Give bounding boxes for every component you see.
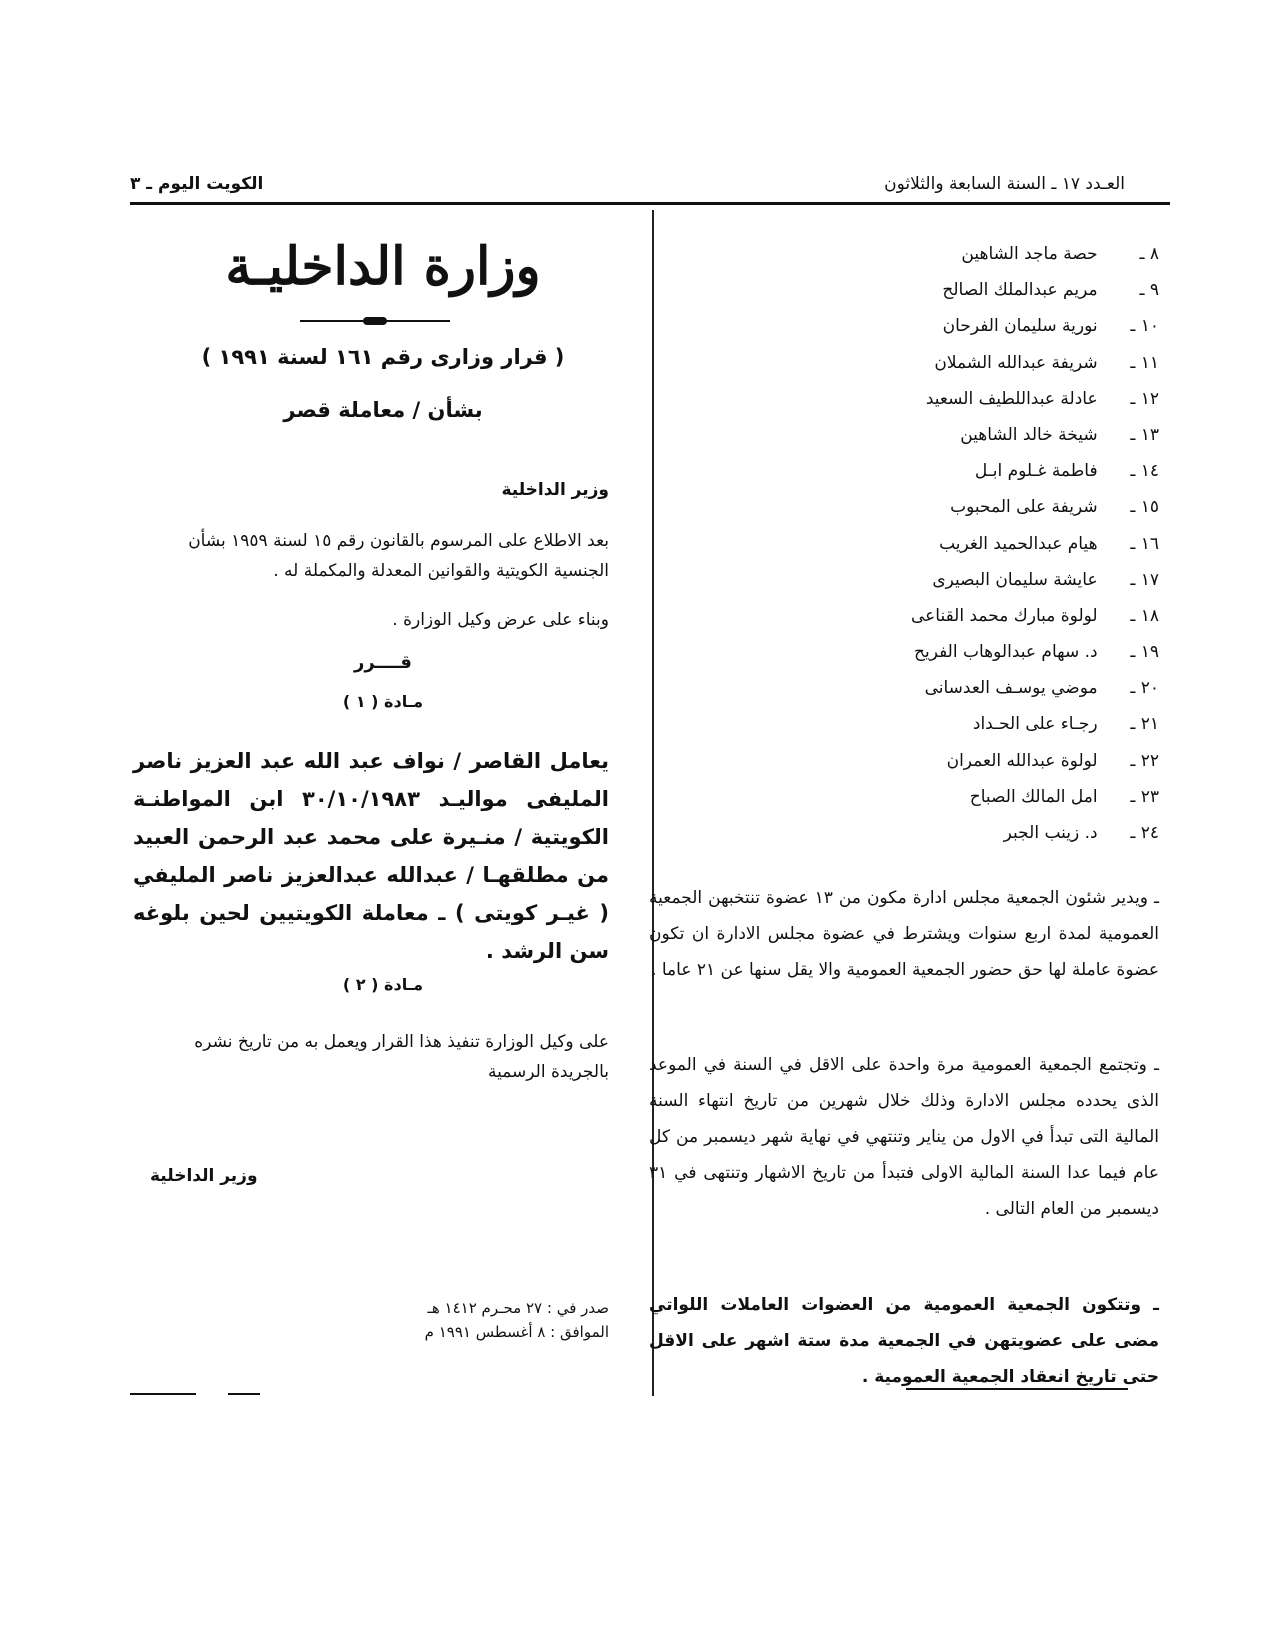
list-item-number: ٢٤ ـ <box>1130 823 1159 843</box>
list-item <box>739 706 1159 742</box>
list-item <box>739 670 1159 706</box>
meeting-paragraph: ـ وتجتمع الجمعية العمومية مرة واحدة على الاقل في السنة في الموعد الذى يحدده مجلس الادارة وذلك خلال شهرين من تاريخ انتهاء السنة المالية التى تبدأ في الاول من يناير وتنتهي في نهاية شهر ديسمبر من كل عام فيما عدا السنة المالية الاولى فتبدأ من تاريخ الاشهار وتنتهى في ٣١ ديسمبر من العام التالى . <box>649 1055 1159 1219</box>
article-1-body: يعامل القاصر / نواف عبد الله عبد العزيز ناصر المليفى مواليـد ٣٠/١٠/١٩٨٣ ابن المواطنـة الكويتية / منـيرة على محمد عبد الرحمن العبيد من مطلقهـا / عبدالله عبدالعزيز ناصر المليفي ( غيـر كويتى ) ـ معاملة الكويتيين لحين بلوغه سن الرشد . <box>133 749 609 963</box>
list-item <box>739 562 1159 598</box>
list-item-number: ٢١ ـ <box>1130 714 1159 735</box>
assembly-paragraph: ـ وتتكون الجمعية العمومية من العضوات العاملات اللواتي مضى على عضويتهن في الجمعية مدة ستة اشهر على الاقل حتى تاريخ انعقاد الجمعية العمومية . <box>649 1295 1159 1387</box>
list-item-number: ١٨ ـ <box>1130 605 1159 626</box>
list-item-name: نورية سليمان الفرحان <box>942 316 1098 337</box>
header-rule <box>130 202 1170 205</box>
footer-rule <box>228 1393 260 1395</box>
list-item <box>739 453 1159 489</box>
article-2-body: على وكيل الوزارة تنفيذ هذا القرار ويعمل به من تاريخ نشره بالجريدة الرسمية <box>194 1032 609 1082</box>
list-item <box>739 272 1159 308</box>
decision-number: ( قرار وزارى رقم ١٦١ لسنة ١٩٩١ ) <box>201 345 565 369</box>
list-item <box>739 526 1159 562</box>
issue-date <box>309 1296 609 1344</box>
list-item <box>739 417 1159 453</box>
list-item-name: هيام عبدالحميد الغريب <box>939 533 1098 554</box>
list-item-number: ١٠ ـ <box>1130 316 1159 337</box>
list-item-name: لولوة مبارك محمد القناعى <box>910 605 1098 626</box>
list-item-number: ٢٢ ـ <box>1130 750 1159 771</box>
article-1-title: مـادة ( ١ ) <box>342 692 424 711</box>
list-item-number: ١٩ ـ <box>1130 642 1159 663</box>
list-item <box>739 815 1159 851</box>
issue-date-gregorian: الموافق : ٨ أغسطس ١٩٩١ م <box>424 1323 609 1341</box>
list-item-name: شريفة على المحبوب <box>950 497 1098 518</box>
minister-heading: وزير الداخلية <box>501 480 609 500</box>
issue-date-hijri: صدر في : ٢٧ محـرم ١٤١٢ هـ <box>427 1299 609 1317</box>
issue-header: العـدد ١٧ ـ السنة السابعة والثلاثون <box>884 174 1125 194</box>
list-item <box>739 308 1159 344</box>
list-item-number: ١٤ ـ <box>1130 461 1159 482</box>
member-list <box>739 236 1159 851</box>
list-item-number: ٩ ـ <box>1139 280 1159 301</box>
list-item-number: ١٥ ـ <box>1130 497 1159 518</box>
list-item-number: ٨ ـ <box>1139 244 1159 264</box>
title-ornament <box>300 317 450 325</box>
list-item-number: ١١ ـ <box>1130 352 1159 373</box>
board-paragraph: ـ ويدير شئون الجمعية مجلس ادارة مكون من ١٣ عضوة تنتخبهن الجمعية العمومية لمدة اربع سنوات ويشترط في عضوة مجلس الادارة ان تكون عضوة عاملة لها حق حضور الجمعية العمومية والا يقل سنها عن ٢١ عاما . <box>649 888 1159 980</box>
preamble-2: وبناء على عرض وكيل الوزارة . <box>392 610 609 630</box>
preamble-1: بعد الاطلاع على المرسوم بالقانون رقم ١٥ لسنة ١٩٥٩ بشأن الجنسية الكويتية والقوانين المعدلة والمكملة له . <box>188 531 609 581</box>
list-item-name: موضي يوسـف العدسانى <box>924 678 1098 699</box>
list-item-number: ١٦ ـ <box>1130 533 1159 554</box>
list-item-name: لولوة عبدالله العمران <box>946 750 1098 771</box>
list-item-name: مريم عبدالملك الصالح <box>942 280 1098 301</box>
list-item-number: ١٢ ـ <box>1130 388 1159 409</box>
list-item-number: ١٣ ـ <box>1130 424 1159 445</box>
list-item-name: شريفة عبدالله الشملان <box>934 352 1098 373</box>
article-2-title: مـادة ( ٢ ) <box>342 975 424 994</box>
list-item <box>739 598 1159 634</box>
list-item-name: فاطمة غـلوم ابـل <box>974 461 1098 482</box>
list-item-name: شيخة خالد الشاهين <box>960 424 1098 445</box>
list-item-name: د. زينب الجبر <box>1003 823 1098 843</box>
list-item <box>739 634 1159 670</box>
minister-signature: وزير الداخلية <box>150 1166 258 1186</box>
list-item <box>739 779 1159 815</box>
list-item-name: حصة ماجد الشاهين <box>961 244 1098 264</box>
list-item-name: عايشة سليمان البصيرى <box>932 569 1098 590</box>
list-item-number: ٢٣ ـ <box>1130 786 1159 807</box>
ministry-title: وزارة الداخليـة <box>225 236 541 297</box>
footer-rule <box>130 1393 196 1395</box>
decision-subject: بشأن / معاملة قصر <box>283 398 483 422</box>
list-item-name: رجـاء على الحـداد <box>972 714 1098 735</box>
list-item-number: ١٧ ـ <box>1130 569 1159 590</box>
list-item-name: عادلة عبداللطيف السعيد <box>925 388 1098 409</box>
list-item <box>739 345 1159 381</box>
list-item <box>739 236 1159 272</box>
list-item <box>739 381 1159 417</box>
footer-rule <box>906 1388 1128 1390</box>
list-item-name: د. سهام عبدالوهاب الفريح <box>914 642 1098 663</box>
list-item-name: امل المالك الصباح <box>969 786 1098 807</box>
list-item <box>739 489 1159 525</box>
page-header: الكويت اليوم ـ ٣ <box>130 174 264 194</box>
decided-heading: قــــرر <box>354 652 412 673</box>
list-item-number: ٢٠ ـ <box>1130 678 1159 699</box>
list-item <box>739 743 1159 779</box>
